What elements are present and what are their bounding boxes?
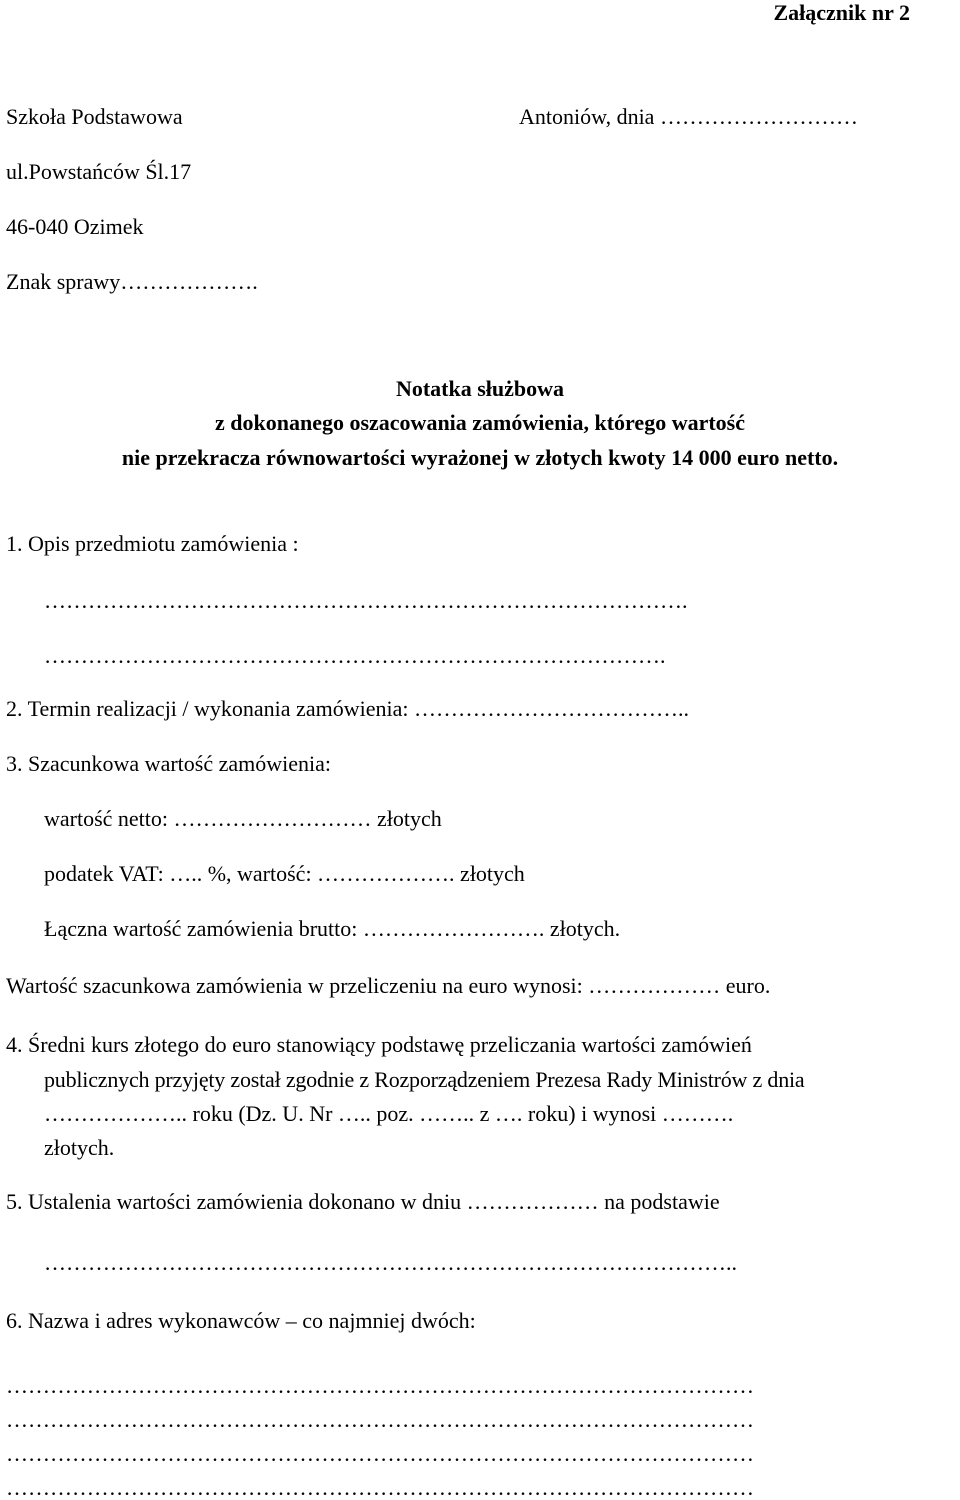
section-4-line: publicznych przyjęty został zgodnie z Rozporządzeniem Prezesa Rady Ministrów z dnia <box>44 1067 805 1092</box>
section-4-line: złotych. <box>44 1135 115 1160</box>
place-date: Antoniów, dnia ……………………… <box>519 104 858 129</box>
document-subtitle-line2: nie przekracza równowartości wyrażonej w złotych kwoty 14 000 euro netto. <box>121 445 839 470</box>
euro-value-line: Wartość szacunkowa zamówienia w przeliczeniu na euro wynosi: ……………… euro. <box>6 973 771 998</box>
gross-value-line: Łączna wartość zamówienia brutto: ……………………. złotych. <box>44 916 621 941</box>
annex-label: Załącznik nr 2 <box>773 0 910 25</box>
section-4-line: 4. Średni kurs złotego do euro stanowiący podstawę przeliczania wartości zamówień <box>6 1032 752 1057</box>
section-4-line: ……………….. roku (Dz. U. Nr ….. poz. …….. z …. roku) i wynosi ………. <box>44 1101 734 1126</box>
school-postal-city: 46-040 Ozimek <box>6 214 144 239</box>
document-subtitle-line1: z dokonanego oszacowania zamówienia, którego wartość <box>215 410 745 435</box>
section-3-label: 3. Szacunkowa wartość zamówienia: <box>6 751 331 776</box>
section-6-fill-line: ………………………………………………………………………………………… <box>6 1373 754 1398</box>
section-5-fill-line: ………………………………………………………………………………….. <box>44 1250 737 1275</box>
school-name: Szkoła Podstawowa <box>6 104 183 129</box>
section-6-label: 6. Nazwa i adres wykonawców – co najmniej dwóch: <box>6 1308 476 1333</box>
section-1-fill-line: …………………………………………………………………………. <box>44 643 666 668</box>
section-5-label: 5. Ustalenia wartości zamówienia dokonano w dniu ……………… na podstawie <box>6 1189 720 1214</box>
vat-line: podatek VAT: ….. %, wartość: ………………. złotych <box>44 861 525 886</box>
net-value-line: wartość netto: ……………………… złotych <box>44 806 442 831</box>
section-1-fill-line: ……………………………………………………………………………. <box>44 588 688 613</box>
section-6-fill-line: ………………………………………………………………………………………… <box>6 1475 754 1500</box>
school-street: ul.Powstańców Śl.17 <box>6 159 192 184</box>
case-reference: Znak sprawy………………. <box>6 269 258 294</box>
section-6-fill-line: ………………………………………………………………………………………… <box>6 1441 754 1466</box>
section-2-label: 2. Termin realizacji / wykonania zamówienia: ……………………………….. <box>6 696 689 721</box>
section-6-fill-line: ………………………………………………………………………………………… <box>6 1407 754 1432</box>
document-title: Notatka służbowa <box>395 376 565 401</box>
section-1-label: 1. Opis przedmiotu zamówienia : <box>6 531 299 556</box>
